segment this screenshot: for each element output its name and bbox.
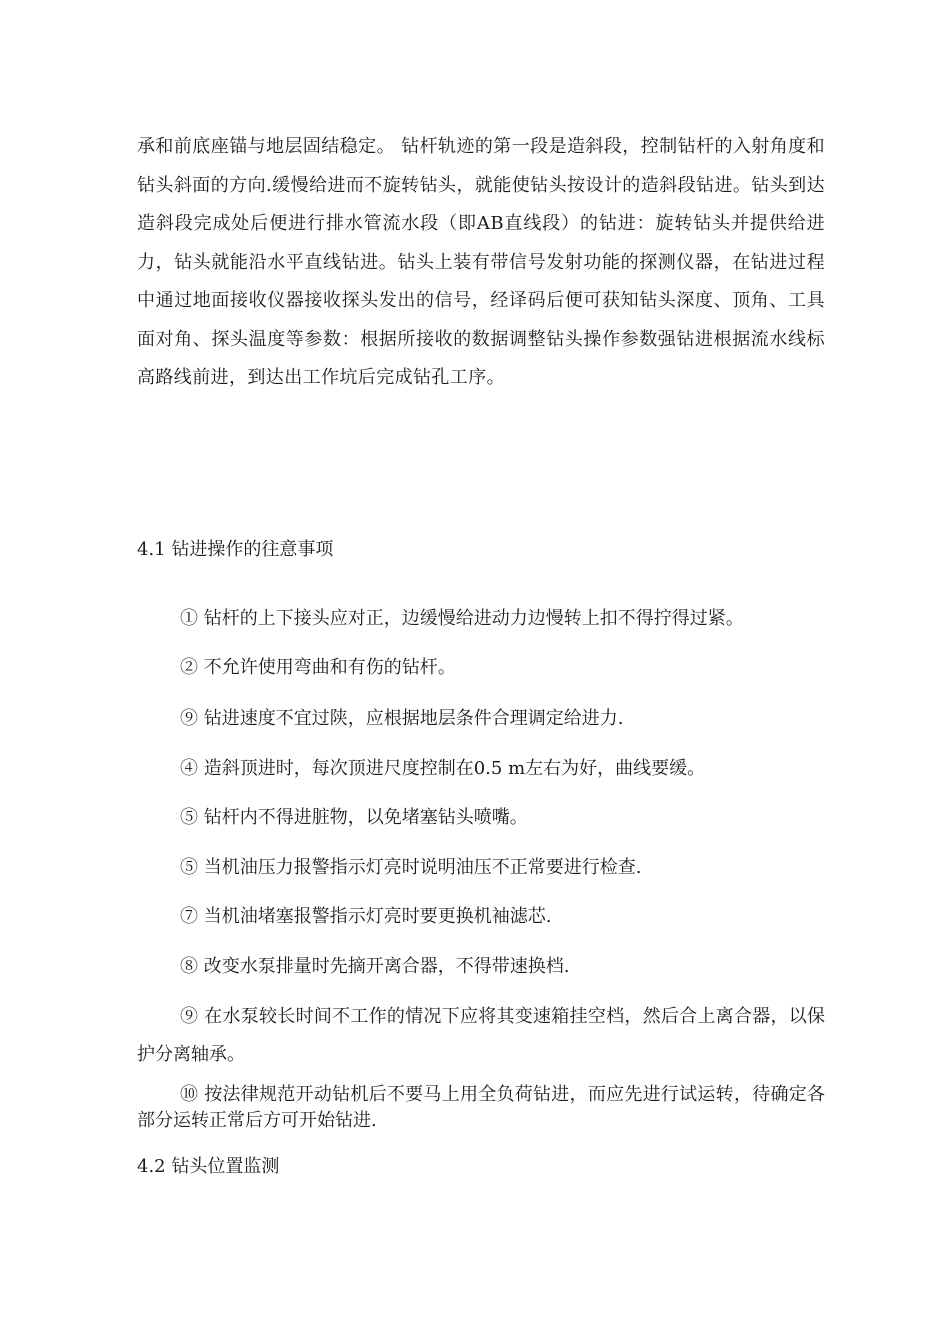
intro-paragraph: 承和前底座锚与地层固结稳定。 钻杆轨迹的第一段是造斜段，控制钻杆的入射角度和钻头斜面的方向.缓慢给进而不旋转钻头，就能使钻头按设计的造斜段钻进。钻头到达造斜段完成处后便进行排水管流水段（即AB直线段）的钻进：旋转钻头并提供给进力，钻头就能沿水平直线钻进。钻头上装有带信号发射功能的探测仪器，在钻进过程中通过地面接收仪器接收探头发出的信号，经译码后便可获知钻头深度、顶角、工具面对角、探头温度等参数：根据所接收的数据调整钻头操作参数强钻进根据流水线标高路线前进，到达出工作坑后完成钻孔工序。 <box>137 136 825 388</box>
section-heading-4-2: 4.2 钻头位置监测 <box>137 1156 280 1177</box>
list-item-1: ① 钻杆的上下接头应对正，边缓慢给进动力边慢转上扣不得拧得过紧。 <box>180 608 744 629</box>
section-heading-4-1: 4.1 钻进操作的往意事项 <box>137 539 334 560</box>
list-item-10: ⑩ 按法律规范开动钻机后不要马上用全负荷钻进，而应先进行试运转，待确定各部分运转正常后方可开始钻进. <box>137 1084 825 1131</box>
list-item-6: ⑤ 当机油压力报警指示灯亮时说明油压不正常要进行检查. <box>180 857 642 878</box>
list-item-5: ⑤ 钻杆内不得进脏物，以免堵塞钻头喷嘴。 <box>180 807 528 828</box>
list-item-4: ④ 造斜顶进时，每次顶进尺度控制在0.5 m左右为好，曲线要缓。 <box>180 758 706 779</box>
list-item-3: ⑨ 钻进速度不宜过陕，应根据地层条件合理调定给进力. <box>180 708 624 729</box>
list-item-2: ② 不允许使用弯曲和有伤的钻杆。 <box>180 657 456 678</box>
list-item-9: ⑨ 在水泵较长时间不工作的情况下应将其变速箱挂空档，然后合上离合器，以保护分离轴承。 <box>137 1006 825 1065</box>
list-item-8: ⑧ 改变水泵排量时先摘开离合器，不得带速换档. <box>180 956 570 977</box>
list-item-7: ⑦ 当机油堵塞报警指示灯亮时要更换机袖滤芯. <box>180 906 552 927</box>
